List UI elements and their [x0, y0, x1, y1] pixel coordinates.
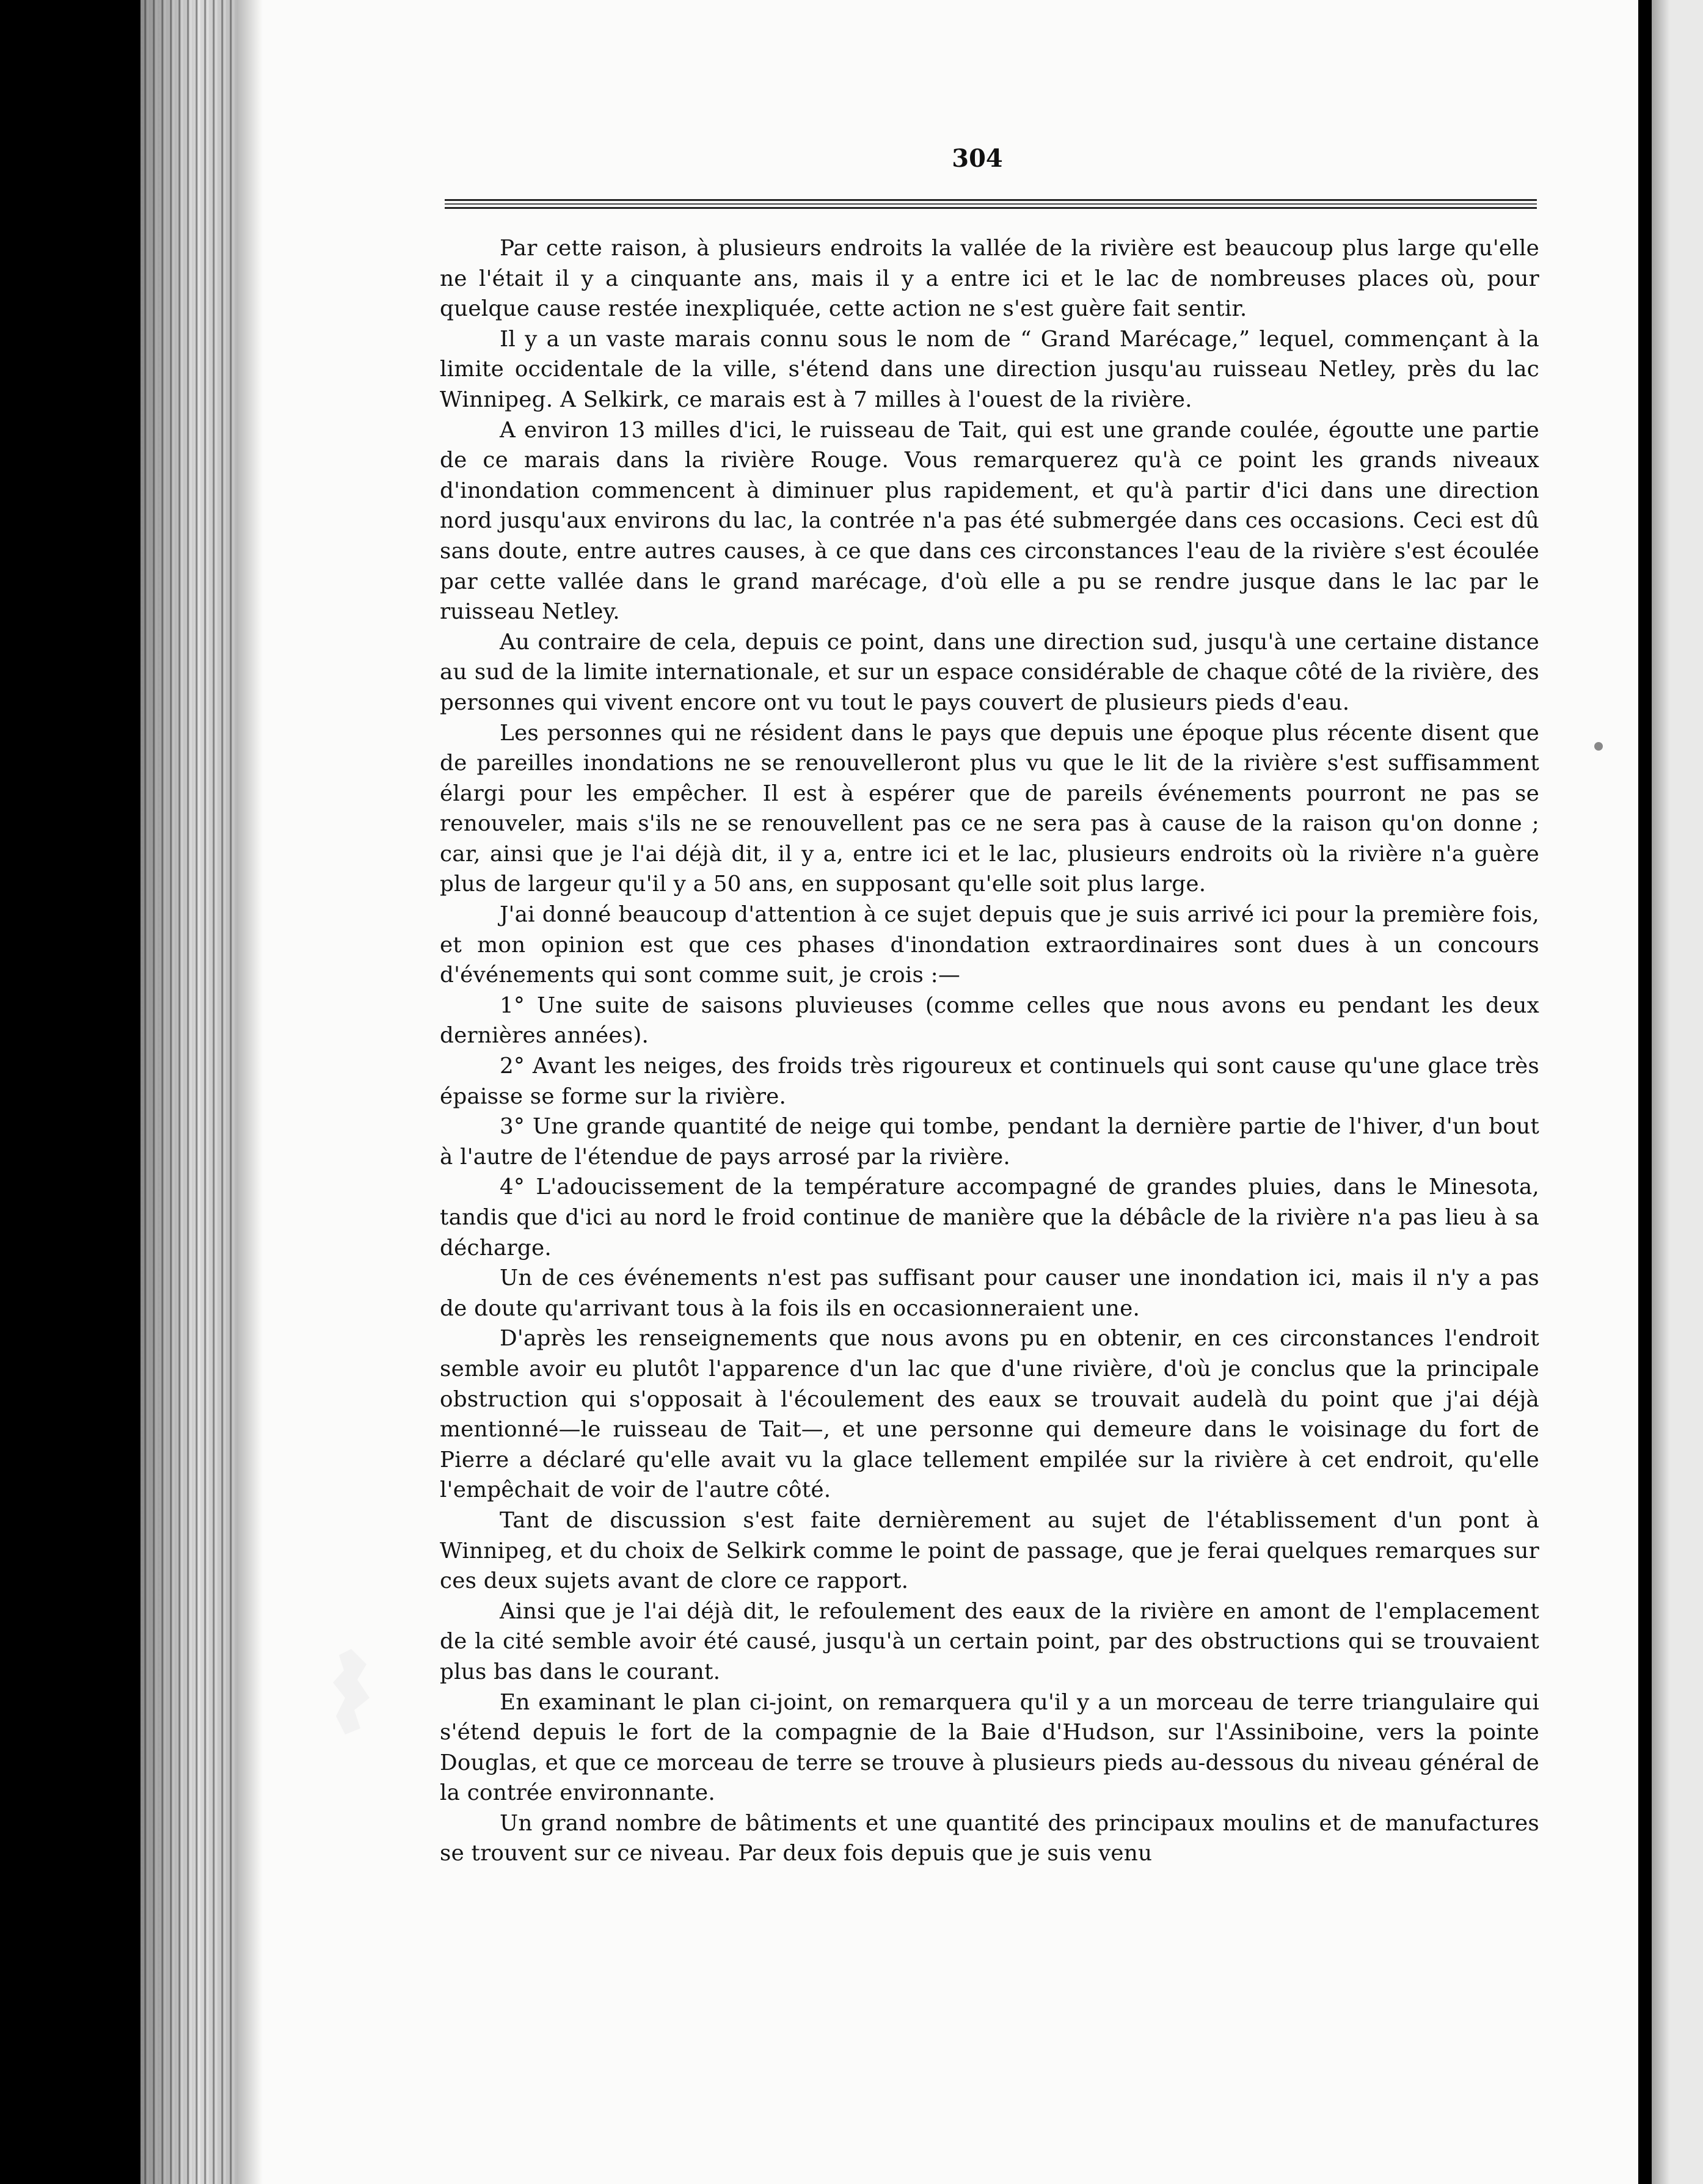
paper-speck [1594, 742, 1603, 751]
paragraph: Par cette raison, à plusieurs endroits la vallée de la rivière est beaucoup plus large qu'elle ne l'était il y a cinquante ans, mais il y a entre ici et le lac de nombreuses places où, pour quelque cause restée inexpliquée, cette action ne s'est guère fait sentir. [440, 236, 1539, 322]
paragraph: En examinant le plan ci-joint, on remarquera qu'il y a un morceau de terre triangulaire qui s'étend depuis le fort de la compagnie de la Baie d'Hudson, sur l'Assiniboine, vers la pointe Douglas, et que ce morceau de terre se trouve à plusieurs pieds au-dessous du niveau général de la contrée environnante. [440, 1689, 1539, 1806]
paragraph: D'après les renseignements que nous avons pu en obtenir, en ces circonstances l'endroit semble avoir eu plutôt l'apparence d'un lac que d'une rivière, d'où je conclus que la principale obstruction qui s'opposait à l'écoulement des eaux se trouvait audelà du point que j'ai déjà mentionné—le ruisseau de Tait—, et une personne qui demeure dans le voisinage du fort de Pierre a déclaré qu'elle avait vu la glace tellement empilée sur la rivière à cet endroit, qu'elle l'empêchait de voir de l'autre côté. [440, 1326, 1539, 1503]
paragraph: Il y a un vaste marais connu sous le nom de “ Grand Marécage,” lequel, commençant à la limite occidentale de la ville, s'étend dans une direction jusqu'au ruisseau Netley, près du lac Winnipeg. A Selkirk, ce marais est à 7 milles à l'ouest de la rivière. [440, 326, 1539, 412]
paper-tear-mark [333, 1649, 376, 1734]
body-text [440, 233, 1539, 1869]
paragraph: Au contraire de cela, depuis ce point, dans une direction sud, jusqu'à une certaine distance au sud de la limite internationale, et sur un espace considérable de chaque côté de la rivière, des personnes qui vivent encore ont vu tout le pays couvert de plusieurs pieds d'eau. [440, 629, 1539, 715]
scan-left-margin [0, 0, 140, 2184]
page-number: 304 [952, 144, 1003, 173]
paragraph: Ainsi que je l'ai déjà dit, le refoulement des eaux de la rivière en amont de l'emplacement de la cité semble avoir été causé, jusqu'à un certain point, par des obstructions qui se trouvaient plus bas dans le courant. [440, 1598, 1539, 1684]
book-gutter [1638, 0, 1652, 2184]
enumerated-item: 3° Une grande quantité de neige qui tombe, pendant la dernière partie de l'hiver, d'un bout à l'autre de l'étendue de pays arrosé par la rivière. [440, 1114, 1539, 1170]
paragraph: Un grand nombre de bâtiments et une quantité des principaux moulins et de manufactures se trouvent sur ce niveau. Par deux fois depuis que je suis venu [440, 1810, 1539, 1866]
enumerated-item: 2° Avant les neiges, des froids très rigoureux et continuels qui sont cause qu'une glace très épaisse se forme sur la rivière. [440, 1054, 1539, 1109]
enumerated-item: 1° Une suite de saisons pluvieuses (comme celles que nous avons eu pendant les deux dernières années). [440, 992, 1539, 1049]
book-page-edges [140, 0, 238, 2184]
facing-page-edge [1652, 0, 1703, 2184]
paragraph: Les personnes qui ne résident dans le pays que depuis une époque plus récente disent que de pareilles inondations ne se renouvelleront plus vu que le lit de la rivière s'est suffisamment élargi pour les empêcher. Il est à espérer que de pareils événements pourront ne pas se renouveler, mais s'ils ne se renouvellent pas ce ne sera pas à cause de la raison qu'on donne ; car, ainsi que je l'ai déjà dit, il y a, entre ici et le lac, plusieurs endroits où la rivière n'a guère plus de largeur qu'il y a 50 ans, en supposant qu'elle soit plus large. [440, 720, 1539, 897]
enumerated-item: 4° L'adoucissement de la température accompagné de grandes pluies, dans le Minesota, tandis que d'ici au nord le froid continue de manière que la débâcle de la rivière n'a pas lieu à sa décharge. [440, 1174, 1539, 1261]
header-rule [445, 199, 1537, 209]
paragraph: J'ai donné beaucoup d'attention à ce sujet depuis que je suis arrivé ici pour la première fois, et mon opinion est que ces phases d'inondation extraordinaires sont dues à un concours d'événements qui sont comme suit, je crois :— [440, 902, 1539, 988]
paragraph: Un de ces événements n'est pas suffisant pour causer une inondation ici, mais il n'y a pas de doute qu'arrivant tous à la fois ils en occasionneraient une. [440, 1265, 1539, 1321]
paragraph: A environ 13 milles d'ici, le ruisseau de Tait, qui est une grande coulée, égoutte une partie de ce marais dans la rivière Rouge. Vous remarquerez qu'à ce point les grands niveaux d'inondation commencent à diminuer plus rapidement, et qu'à partir d'ici dans une direction nord jusqu'aux environs du lac, la contrée n'a pas été submergée dans ces occasions. Ceci est dû sans doute, entre autres causes, à ce que dans ces circonstances l'eau de la rivière s'est écoulée par cette vallée dans le grand marécage, d'où elle a pu se rendre jusque dans le lac par le ruisseau Netley. [440, 417, 1539, 625]
paragraph: Tant de discussion s'est faite dernièrement au sujet de l'établissement d'un pont à Winnipeg, et du choix de Selkirk comme le point de passage, que je ferai quelques remarques sur ces deux sujets avant de clore ce rapport. [440, 1507, 1539, 1594]
